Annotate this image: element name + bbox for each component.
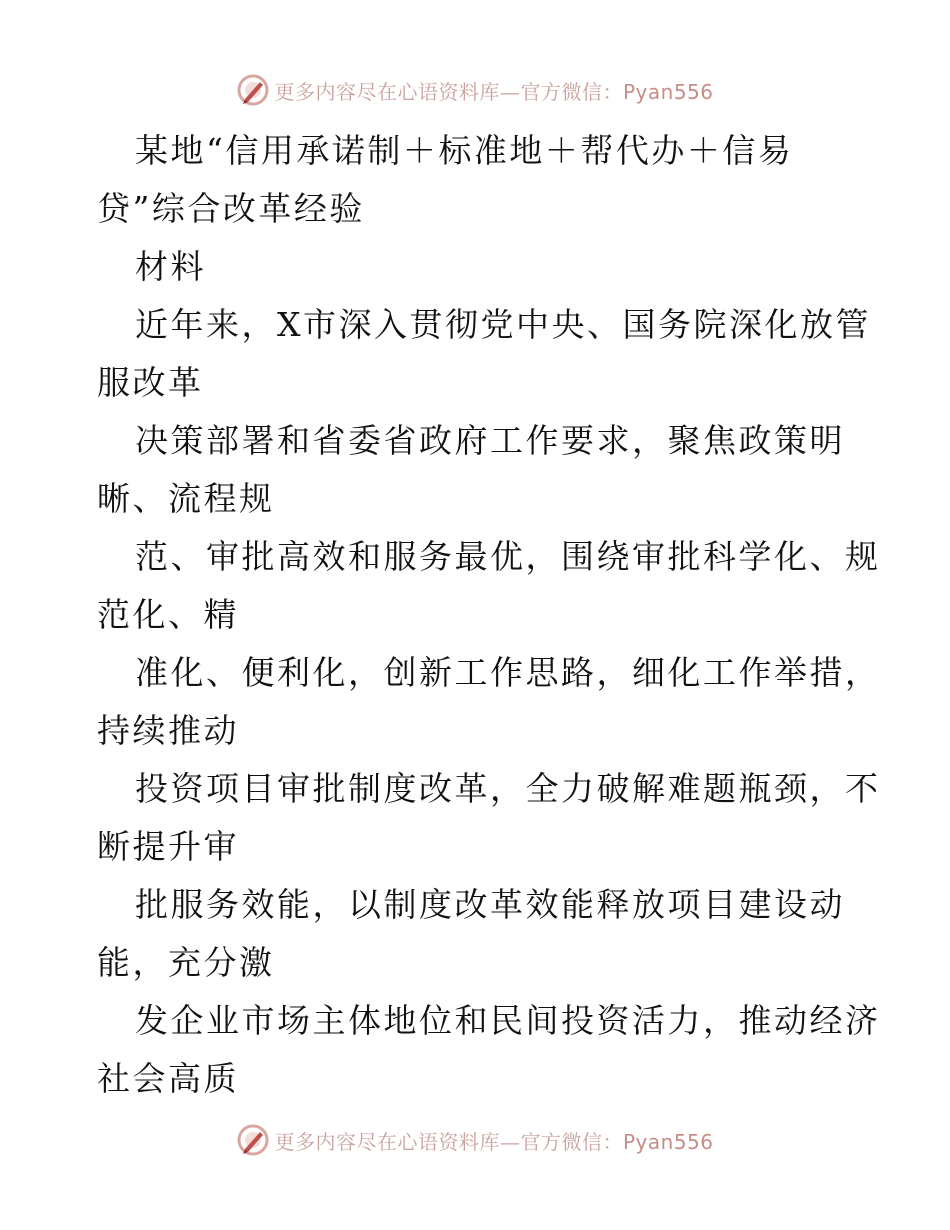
watermark-text: 更多内容尽在心语资料库—官方微信：Pyan556 [274,79,714,104]
paragraph-line: 社会高质 [97,1059,239,1098]
footer-watermark [0,1120,950,1160]
paragraph-line: 发企业市场主体地位和民间投资活力，推动经济 [135,1001,881,1040]
paragraph [97,528,881,644]
paragraph-line: 材料 [135,247,206,286]
paragraph-line: 决策部署和省委省政府工作要求，聚焦政策明 [135,421,845,460]
paragraph-line: 准化、便利化，创新工作思路，细化工作举措， [135,653,881,692]
document-body [97,122,881,1108]
paragraph-line: 持续推动 [97,711,239,750]
watermark-text: 更多内容尽在心语资料库—官方微信：Pyan556 [274,1129,714,1154]
header-watermark [0,70,950,110]
paragraph-line: 贷”综合改革经验 [97,189,365,228]
paragraph [97,876,857,992]
pen-logo-icon [236,73,270,107]
paragraph-line: 断提升审 [97,827,239,866]
paragraph [97,644,881,760]
paragraph-line: 服改革 [97,363,204,402]
paragraph-line: 近年来，X市深入贯彻党中央、国务院深化放管 [135,305,871,344]
paragraph-line: 能，充分激 [97,943,275,982]
paragraph [97,760,881,876]
paragraph-line: 晰、流程规 [97,479,275,518]
paragraph [97,992,881,1108]
paragraph-line: 投资项目审批制度改革，全力破解难题瓶颈，不 [135,769,881,808]
paragraph-label [97,238,857,296]
paragraph-line: 批服务效能，以制度改革效能释放项目建设动 [135,885,845,924]
paragraph [97,296,871,412]
paragraph-line: 某地“信用承诺制＋标准地＋帮代办＋信易 [135,131,794,170]
paragraph-line: 范化、精 [97,595,239,634]
paragraph [97,412,857,528]
paragraph-title [97,122,857,238]
pen-logo-icon [236,1123,270,1157]
paragraph-line: 范、审批高效和服务最优，围绕审批科学化、规 [135,537,881,576]
